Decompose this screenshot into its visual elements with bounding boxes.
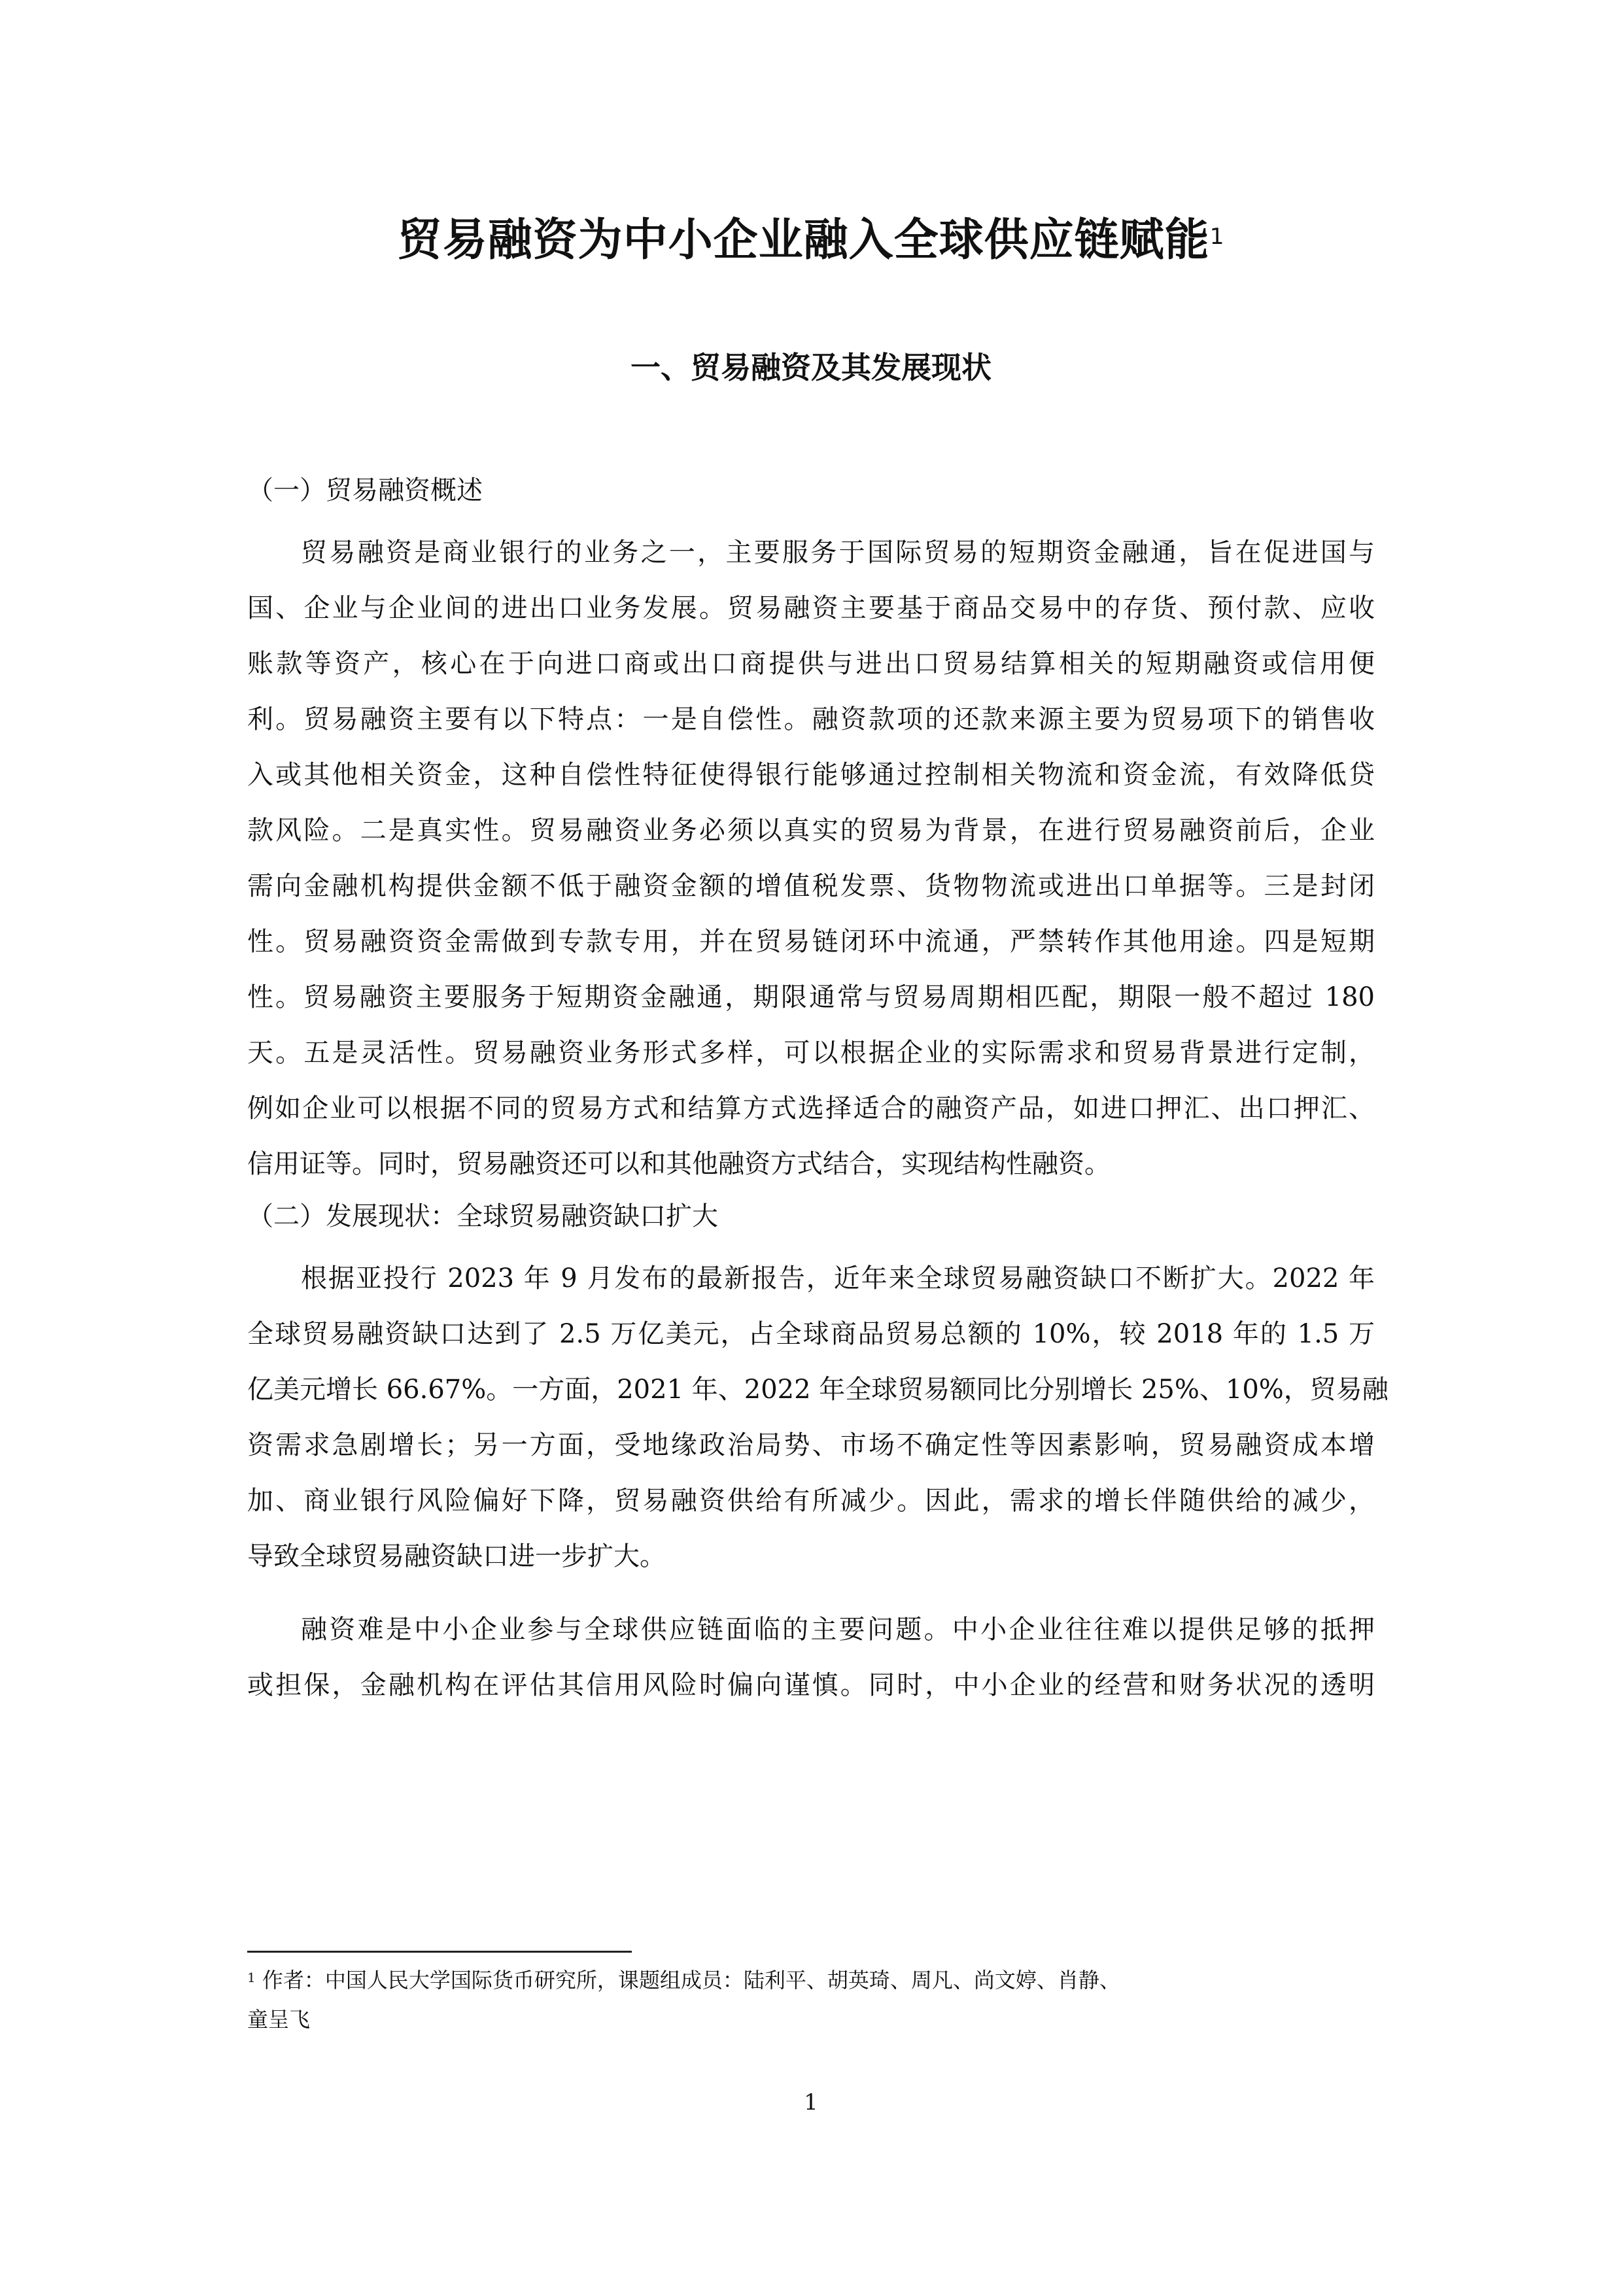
paragraph-line: 国、企业与企业间的进出口业务发展。贸易融资主要基于商品交易中的存货、预付款、应收 [247, 593, 1375, 623]
title-footnote-ref: 1 [1209, 224, 1225, 250]
paragraph-line: 全球贸易融资缺口达到了 2.5 万亿美元，占全球商品贸易总额的 10%，较 2018 年的 1.5 万 [247, 1319, 1375, 1349]
paragraph-line: 账款等资产，核心在于向进口商或出口商提供与进出口贸易结算相关的短期融资或信用便 [247, 649, 1375, 679]
paragraph-line: 加、商业银行风险偏好下降，贸易融资供给有所减少。因此，需求的增长伴随供给的减少， [247, 1486, 1375, 1516]
document-title [0, 208, 1622, 273]
section-heading: 一、贸易融资及其发展现状 [630, 350, 992, 385]
paragraph-line: 款风险。二是真实性。贸易融资业务必须以真实的贸易为背景，在进行贸易融资前后，企业 [247, 815, 1375, 846]
page-number: 1 [804, 2089, 818, 2116]
paragraph-line: 资需求急剧增长；另一方面，受地缘政治局势、市场不确定性等因素影响，贸易融资成本增 [247, 1430, 1375, 1460]
paragraph-line: 例如企业可以根据不同的贸易方式和结算方式选择适合的融资产品，如进口押汇、出口押汇、 [247, 1093, 1375, 1123]
footnote-line [247, 1964, 1120, 1996]
paragraph-line: 融资难是中小企业参与全球供应链面临的主要问题。中小企业往往难以提供足够的抵押 [301, 1615, 1375, 1645]
footnote-line: 童呈飞 [247, 2007, 311, 2032]
paragraph-line: 贸易融资是商业银行的业务之一，主要服务于国际贸易的短期资金融通，旨在促进国与 [301, 538, 1375, 568]
paragraph-line: 入或其他相关资金，这种自偿性特征使得银行能够通过控制相关物流和资金流，有效降低贷 [247, 760, 1375, 790]
title-text: 贸易融资为中小企业融入全球供应链赋能 [397, 214, 1210, 266]
paragraph-line: 或担保，金融机构在评估其信用风险时偏向谨慎。同时，中小企业的经营和财务状况的透明 [247, 1670, 1375, 1700]
sub-heading-status: （二）发展现状：全球贸易融资缺口扩大 [247, 1201, 718, 1231]
paragraph-line: 性。贸易融资主要服务于短期资金融通，期限通常与贸易周期相匹配，期限一般不超过 180 [247, 982, 1375, 1012]
paragraph-line: 天。五是灵活性。贸易融资业务形式多样，可以根据企业的实际需求和贸易背景进行定制， [247, 1038, 1375, 1068]
sub-heading-overview: （一）贸易融资概述 [247, 475, 483, 505]
paragraph-line: 需向金融机构提供金额不低于融资金额的增值税发票、货物物流或进出口单据等。三是封闭 [247, 871, 1375, 901]
paragraph-line: 信用证等。同时，贸易融资还可以和其他融资方式结合，实现结构性融资。 [247, 1149, 1111, 1179]
footnote-text: 作者：中国人民大学国际货币研究所，课题组成员：陆利平、胡英琦、周凡、尚文婷、肖静、 [262, 1968, 1120, 1993]
paragraph-line: 性。贸易融资资金需做到专款专用，并在贸易链闭环中流通，严禁转作其他用途。四是短期 [247, 927, 1375, 957]
footnote-divider [247, 1951, 632, 1953]
footnote-marker: 1 [247, 1970, 256, 1985]
paragraph-line: 导致全球贸易融资缺口进一步扩大。 [247, 1541, 666, 1571]
paragraph-line: 利。贸易融资主要有以下特点：一是自偿性。融资款项的还款来源主要为贸易项下的销售收 [247, 704, 1375, 734]
paragraph-line: 根据亚投行 2023 年 9 月发布的最新报告，近年来全球贸易融资缺口不断扩大。2022 年 [301, 1263, 1375, 1294]
paragraph-line: 亿美元增长 66.67%。一方面，2021 年、2022 年全球贸易额同比分别增长 25%、10%，贸易融 [247, 1375, 1389, 1405]
